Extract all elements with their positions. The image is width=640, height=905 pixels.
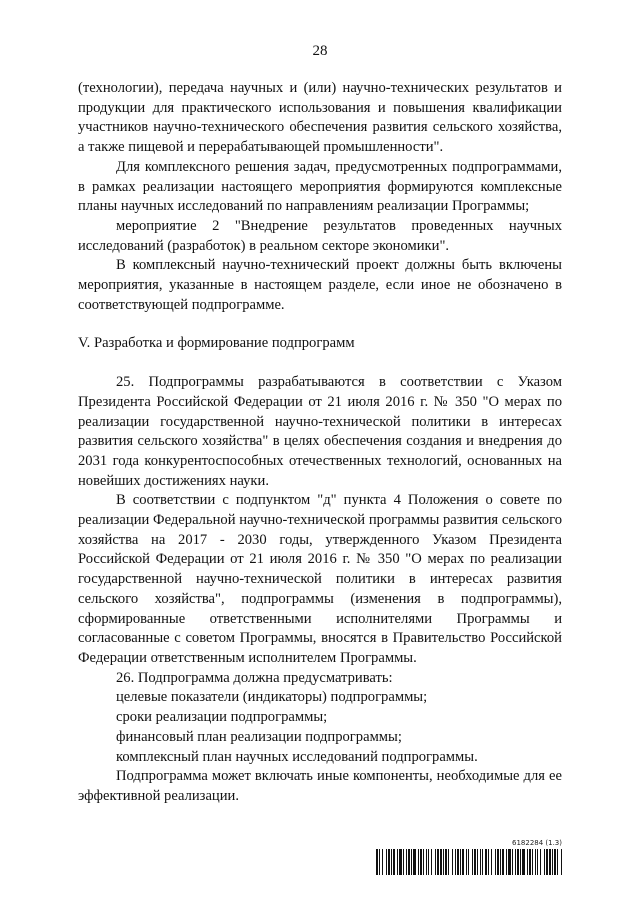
- barcode-bar: [527, 849, 528, 875]
- barcode-bar: [544, 849, 545, 875]
- barcode-bar: [477, 849, 478, 875]
- paragraph: В соответствии с подпунктом "д" пункта 4 Положения о совете по реализации Федеральной научно-технической программы развития сельского хозяйства на 2017 - 2030 годы, утвержденного Указом Президента Российской Федерации от 21 июля 2016 г. № 350 "О мерах по реализации государственной научно-технической политики в интересах развития сельского хозяйства", подпрограммы (изменения в подпрограммы), сформированные ответственными исполнителями Программы и согласованные с советом Программы, вносятся в Правительство Российской Федерации ответственным исполнителем Программы.: [78, 492, 562, 666]
- barcode-bar: [418, 849, 419, 875]
- barcode-bar: [480, 849, 481, 875]
- barcode-bar: [393, 849, 395, 875]
- barcode-bar: [468, 849, 469, 875]
- list-item: целевые показатели (индикаторы) подпрограммы;: [116, 689, 428, 706]
- barcode-bar: [382, 849, 383, 875]
- barcode-bar: [376, 849, 378, 875]
- barcode-bar: [508, 849, 511, 875]
- barcode-bar: [515, 849, 516, 875]
- barcode-bar: [495, 849, 496, 875]
- barcode-bar: [512, 849, 513, 875]
- barcode-bar: [535, 849, 536, 875]
- barcode-bar: [413, 849, 416, 875]
- barcode-bar: [452, 849, 453, 875]
- barcode-bar: [426, 849, 427, 875]
- barcode-bar: [517, 849, 519, 875]
- barcode-bar: [460, 849, 461, 875]
- barcode-bar: [457, 849, 459, 875]
- barcode-bar: [497, 849, 499, 875]
- barcode-bar: [388, 849, 390, 875]
- barcode-bar: [403, 849, 404, 875]
- barcode-bar: [462, 849, 464, 875]
- page-number: 28: [312, 43, 328, 59]
- section-heading: V. Разработка и формирование подпрограмм: [78, 335, 355, 352]
- barcode-bar: [482, 849, 483, 875]
- barcode-bar: [408, 849, 410, 875]
- list-item: финансовый план реализации подпрограммы;: [116, 728, 402, 745]
- list-item: сроки реализации подпрограммы;: [116, 709, 328, 726]
- barcode-bar: [423, 849, 424, 875]
- barcode-bar: [520, 849, 521, 875]
- barcode-bar: [506, 849, 507, 875]
- paragraph: Подпрограмма может включать иные компоненты, необходимые для ее эффективной реализации.: [78, 768, 562, 804]
- barcode-bar: [529, 849, 531, 875]
- barcode-bar: [532, 849, 533, 875]
- paragraph-clause-25: 25. Подпрограммы разрабатываются в соответствии с Указом Президента Российской Федерации от 21 июля 2016 г. № 350 "О мерах по реализации государственной научно-технической политики в интересах развития сельского хозяйства" в целях обеспечения создания и внедрения до 2031 года конкурентоспособных отечественных технологий, основанных на новейших достижениях науки.: [78, 374, 562, 489]
- barcode-bar: [537, 849, 538, 875]
- barcode-bar: [540, 849, 541, 875]
- paragraph: Для комплексного решения задач, предусмотренных подпрограммами, в рамках реализации настоящего мероприятия формируются комплексные планы научных исследований по направлениям реализации Программы;: [78, 158, 562, 215]
- barcode-bar: [485, 849, 487, 875]
- barcode-bar: [406, 849, 407, 875]
- continuation-paragraph: (технологии), передача научных и (или) научно-технических результатов и продукции для практического использования и повышения квалификации участников научно-технического обеспечения развития сельского хозяйства, а также пищевой и перерабатывающей промышленности".: [78, 80, 562, 156]
- list-item: комплексный план научных исследований подпрограммы.: [116, 748, 478, 765]
- barcode-bar: [472, 849, 473, 875]
- barcode-bar: [399, 849, 402, 875]
- barcode-bar: [448, 849, 449, 875]
- barcode-bar: [546, 849, 548, 875]
- barcode-bar: [500, 849, 501, 875]
- barcode-bar: [379, 849, 380, 875]
- barcode-bar: [491, 849, 492, 875]
- barcode-bar: [420, 849, 422, 875]
- barcode-bar: [502, 849, 504, 875]
- document-code: 6182284 (1.3): [512, 839, 562, 847]
- barcode-image: [376, 849, 562, 875]
- barcode-bar: [437, 849, 439, 875]
- barcode-bar: [391, 849, 392, 875]
- barcode-bar: [440, 849, 442, 875]
- barcode-bar: [428, 849, 429, 875]
- barcode-bar: [386, 849, 387, 875]
- barcode-bar: [474, 849, 476, 875]
- barcode-bar: [554, 849, 556, 875]
- document-body: [78, 79, 562, 807]
- barcode-bar: [455, 849, 456, 875]
- barcode-bar: [557, 849, 558, 875]
- barcode-bar: [443, 849, 444, 875]
- barcode-bar: [397, 849, 398, 875]
- barcode-bar: [552, 849, 553, 875]
- barcode-bar: [561, 849, 562, 875]
- barcode-bar: [466, 849, 467, 875]
- barcode-bar: [445, 849, 447, 875]
- paragraph: В комплексный научно-технический проект должны быть включены мероприятия, указанные в настоящем разделе, если иное не обозначено в соответствующей подпрограмме.: [78, 257, 562, 313]
- paragraph-clause-26: 26. Подпрограмма должна предусматривать:: [116, 669, 393, 686]
- barcode-bar: [549, 849, 551, 875]
- barcode-bar: [522, 849, 525, 875]
- barcode-bar: [431, 849, 432, 875]
- barcode-bar: [488, 849, 489, 875]
- barcode-bar: [435, 849, 436, 875]
- paragraph: мероприятие 2 "Внедрение результатов проведенных научных исследований (разработок) в реальном секторе экономики".: [78, 217, 562, 254]
- barcode-bar: [411, 849, 412, 875]
